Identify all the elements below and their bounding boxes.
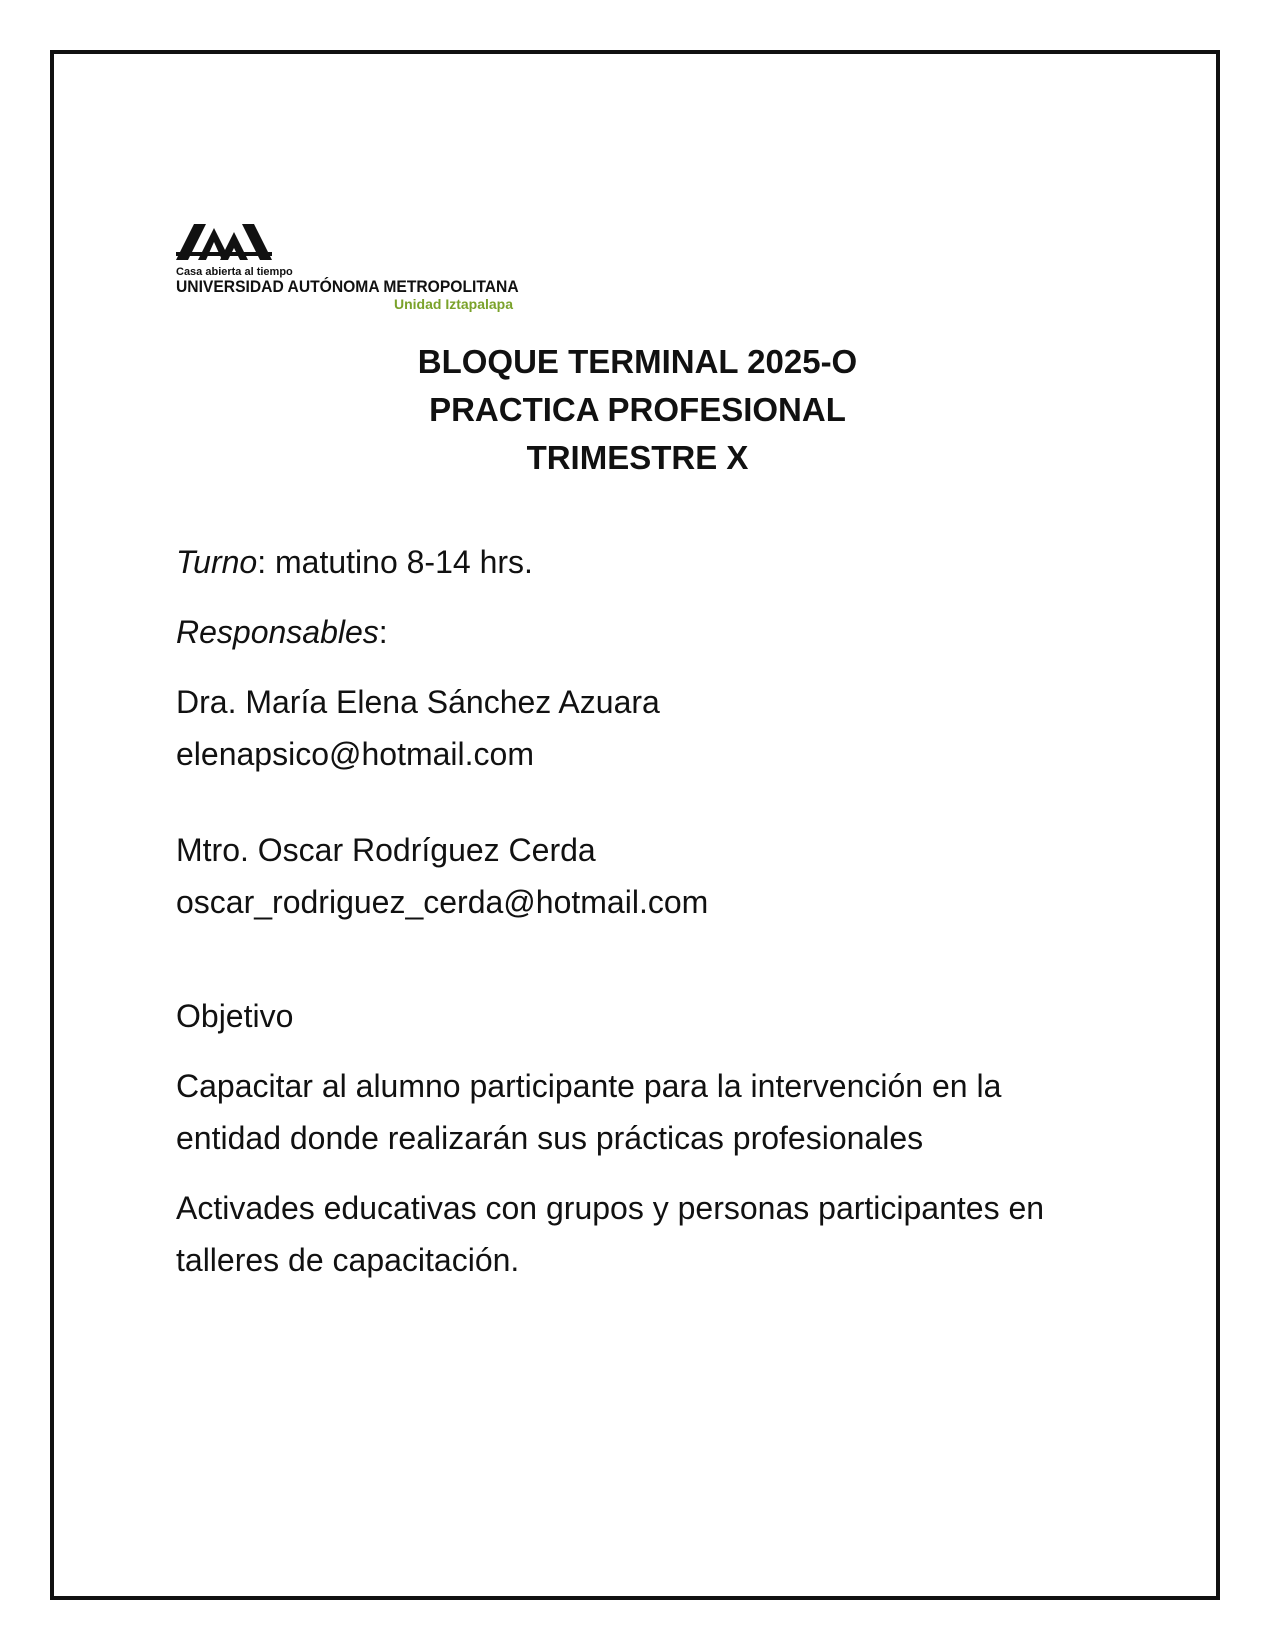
university-logo — [176, 222, 536, 314]
responsable-name: Mtro. Oscar Rodríguez Cerda — [176, 832, 596, 868]
responsable-name: Dra. María Elena Sánchez Azuara — [176, 684, 660, 720]
turno-line — [176, 536, 1076, 588]
logo-tagline: Casa abierta al tiempo — [176, 266, 293, 278]
turno-value: : matutino 8-14 hrs. — [257, 544, 533, 580]
title-line-3: TRIMESTRE X — [526, 439, 749, 476]
responsables-colon: : — [378, 614, 388, 650]
responsables-label: Responsables — [176, 614, 379, 650]
objetivo-heading: Objetivo — [176, 998, 294, 1034]
uam-logo-icon — [176, 222, 272, 262]
turno-label: Turno — [176, 544, 258, 580]
responsable-email: oscar_rodriguez_cerda@hotmail.com — [176, 884, 709, 920]
title-line-1: BLOQUE TERMINAL 2025-O — [417, 343, 858, 380]
logo-university-name: UNIVERSIDAD AUTÓNOMA METROPOLITANA — [176, 277, 519, 296]
responsables-line — [176, 606, 1076, 658]
document-body — [176, 536, 1076, 1286]
objetivo-paragraph-2: Activades educativas con grupos y personas participantes en talleres de capacitación. — [176, 1190, 1045, 1278]
document-title — [0, 338, 1275, 482]
logo-unit-name: Unidad Iztapalapa — [394, 296, 514, 312]
objetivo-paragraph-1: Capacitar al alumno participante para la intervención en la entidad donde realizarán sus prácticas profesionales — [176, 1068, 1002, 1156]
responsable-email: elenapsico@hotmail.com — [176, 736, 534, 772]
title-line-2: PRACTICA PROFESIONAL — [429, 391, 846, 428]
